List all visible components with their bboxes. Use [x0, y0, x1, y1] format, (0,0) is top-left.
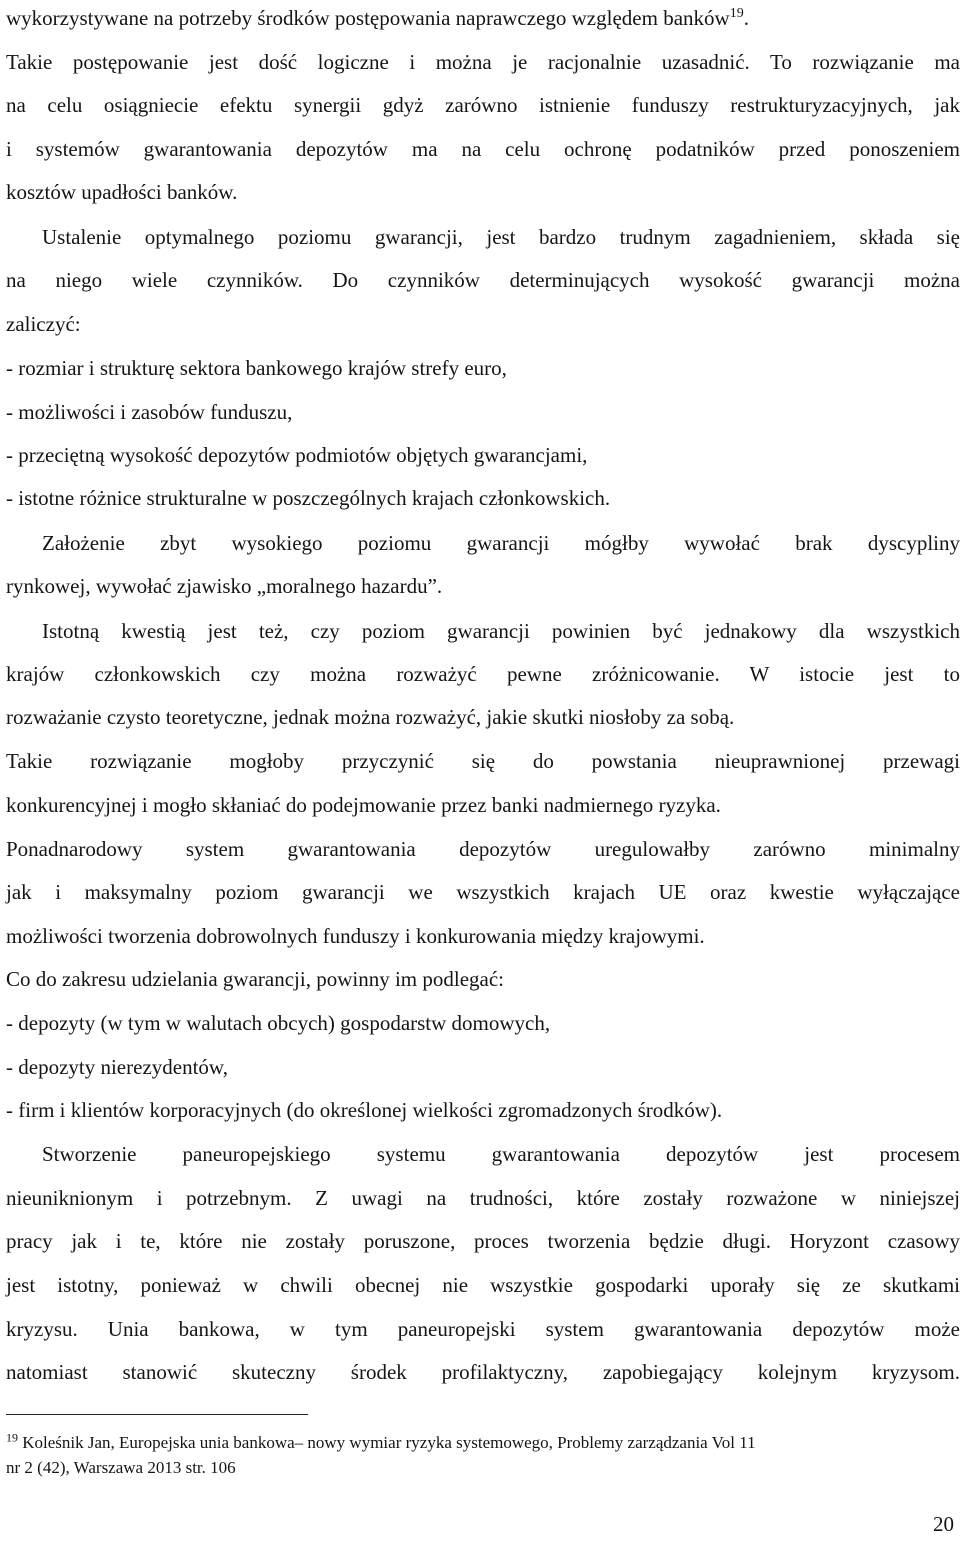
- paragraph-line: na niego wiele czynników. Do czynników determinujących wysokość gwarancji można: [6, 268, 960, 292]
- paragraph-line: jak i maksymalny poziom gwarancji we wszystkich krajach UE oraz kwestie wyłączające: [6, 880, 960, 904]
- paragraph-line: kryzysu. Unia bankowa, w tym paneuropejski system gwarantowania depozytów może: [6, 1317, 960, 1341]
- paragraph-line: konkurencyjnej i mogło skłaniać do podejmowanie przez banki nadmiernego ryzyka.: [6, 793, 721, 817]
- paragraph-line: nieuniknionym i potrzebnym. Z uwagi na trudności, które zostały rozważone w niniejszej: [6, 1186, 960, 1210]
- list-item: - możliwości i zasobów funduszu,: [6, 400, 293, 424]
- text-run: .: [743, 6, 749, 30]
- paragraph-line: rynkowej, wywołać zjawisko „moralnego hazardu”.: [6, 574, 443, 598]
- footnote-continuation: nr 2 (42), Warszawa 2013 str. 106: [6, 1458, 236, 1477]
- paragraph-line: Istotną kwestią jest też, czy poziom gwarancji powinien być jednakowy dla wszystkich: [42, 619, 960, 643]
- paragraph-line: rozważanie czysto teoretyczne, jednak można rozważyć, jakie skutki niosłoby za sobą.: [6, 705, 735, 729]
- footnote-separator: [6, 1414, 308, 1415]
- paragraph-line: Ponadnarodowy system gwarantowania depozytów uregulowałby zarówno minimalny: [6, 837, 960, 861]
- page-number: 20: [933, 1512, 954, 1536]
- list-item: - istotne różnice strukturalne w poszczególnych krajach członkowskich.: [6, 486, 611, 510]
- paragraph-line: kosztów upadłości banków.: [6, 180, 238, 204]
- paragraph-line: Takie postępowanie jest dość logiczne i można je racjonalnie uzasadnić. To rozwiązanie ma: [6, 50, 960, 74]
- list-item: - przeciętną wysokość depozytów podmiotów objętych gwarancjami,: [6, 443, 588, 467]
- paragraph-line: [6, 6, 960, 30]
- paragraph-line: na celu osiągniecie efektu synergii gdyż zarówno istnienie funduszy restrukturyzacyjnych, jak: [6, 93, 960, 117]
- footnote-number: 19: [6, 1430, 18, 1445]
- paragraph-line: natomiast stanowić skuteczny środek profilaktyczny, zapobiegający kolejnym kryzysom.: [6, 1360, 960, 1384]
- list-item: - rozmiar i strukturę sektora bankowego krajów strefy euro,: [6, 356, 507, 380]
- paragraph-line: pracy jak i te, które nie zostały poruszone, proces tworzenia będzie długi. Horyzont czasowy: [6, 1229, 960, 1253]
- paragraph-line: Założenie zbyt wysokiego poziomu gwarancji mógłby wywołać brak dyscypliny: [42, 531, 960, 555]
- paragraph-line: Stworzenie paneuropejskiego systemu gwarantowania depozytów jest procesem: [42, 1142, 960, 1166]
- footnote-text: Koleśnik Jan, Europejska unia bankowa– nowy wymiar ryzyka systemowego, Problemy zarządzania Vol 11: [22, 1433, 756, 1452]
- paragraph-line: Co do zakresu udzielania gwarancji, powinny im podlegać:: [6, 967, 505, 991]
- footnote-reference[interactable]: 19: [729, 6, 744, 21]
- list-item: - firm i klientów korporacyjnych (do określonej wielkości zgromadzonych środków).: [6, 1098, 723, 1122]
- paragraph-line: i systemów gwarantowania depozytów ma na celu ochronę podatników przed ponoszeniem: [6, 137, 960, 161]
- paragraph-line: krajów członkowskich czy można rozważyć pewne zróżnicowanie. W istocie jest to: [6, 662, 960, 686]
- text-run: wykorzystywane na potrzeby środków postępowania naprawczego względem banków: [6, 6, 730, 30]
- list-item: - depozyty nierezydentów,: [6, 1055, 228, 1079]
- paragraph-line: Ustalenie optymalnego poziomu gwarancji, jest bardzo trudnym zagadnieniem, składa się: [42, 225, 960, 249]
- paragraph-line: zaliczyć:: [6, 312, 81, 336]
- footnote: [6, 1430, 960, 1453]
- paragraph-line: jest istotny, ponieważ w chwili obecnej nie wszystkie gospodarki uporały się ze skutkami: [6, 1273, 960, 1297]
- list-item: - depozyty (w tym w walutach obcych) gospodarstw domowych,: [6, 1011, 551, 1035]
- paragraph-line: Takie rozwiązanie mogłoby przyczynić się do powstania nieuprawnionej przewagi: [6, 749, 960, 773]
- paragraph-line: możliwości tworzenia dobrowolnych funduszy i konkurowania między krajowymi.: [6, 924, 705, 948]
